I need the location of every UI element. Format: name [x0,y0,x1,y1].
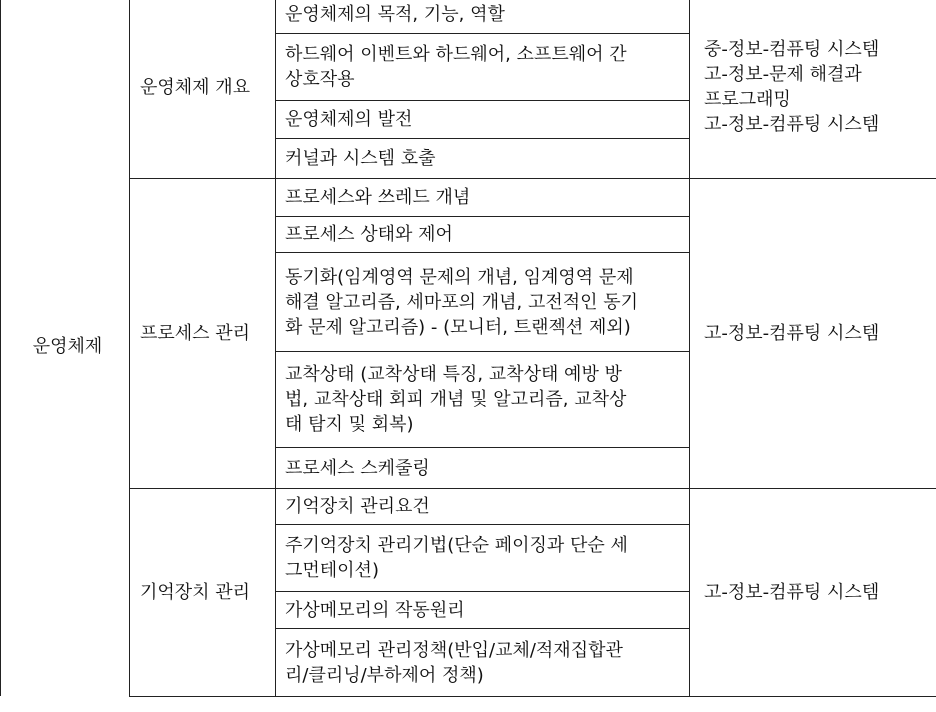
area-label: 운영체제 [32,336,103,357]
link-cell-memory [690,488,936,696]
link-line: 고-정보-문제 해결과 [704,64,862,86]
link-line: 프로그래밍 [704,89,791,111]
item-line: 화 문제 알고리즘) - (모니터, 트랜젝션 제외) [285,316,631,338]
link-line: 고-정보-컴퓨팅 시스템 [704,114,880,136]
item-line: 가상메모리 관리정책(반입/교체/적재집합관 [285,639,623,661]
table-row [1,0,936,33]
item-line: 상호작용 [285,69,355,90]
unit-cell-memory [130,488,276,696]
item-cell [276,628,690,696]
link-cell-process [690,178,936,488]
item-line: 태 탐지 및 회복) [285,414,414,435]
item-line: 프로세스 상태와 제어 [285,224,453,245]
link-line: 중-정보-컴퓨팅 시스템 [704,39,880,61]
link-cell-overview [690,0,936,178]
item-line: 해결 알고리즘, 세마포의 개념, 고전적인 동기 [285,291,639,313]
unit-cell-process [130,178,276,488]
area-cell [1,0,130,696]
item-line: 운영체제의 발전 [285,109,413,130]
item-cell [276,216,690,252]
item-line: 법, 교착상태 회피 개념 및 알고리즘, 교착상 [285,389,627,410]
item-cell [276,351,690,447]
item-cell [276,524,690,591]
item-cell [276,252,690,351]
unit-label: 기억장치 관리 [140,582,251,603]
item-cell [276,0,690,33]
item-line: 그먼테이션) [285,560,379,581]
item-cell [276,100,690,138]
item-line: 기억장치 관리요건 [285,496,430,517]
link-line: 고-정보-컴퓨팅 시스템 [704,582,880,603]
item-cell [276,33,690,100]
item-cell [276,488,690,524]
unit-cell-overview [130,0,276,178]
item-line: 프로세스 스케줄링 [285,457,430,479]
item-line: 교착상태 (교착상태 특징, 교착상태 예방 방 [285,364,622,385]
link-line: 고-정보-컴퓨팅 시스템 [704,323,880,344]
item-line: 하드웨어 이벤트와 하드웨어, 소프트웨어 간 [285,44,627,65]
unit-label: 프로세스 관리 [140,323,251,344]
item-line: 주기억장치 관리기법(단순 페이징과 단순 세 [285,535,628,556]
item-line: 가상메모리의 작동원리 [285,599,465,621]
table-row [1,178,936,216]
item-line: 리/클리닝/부하제어 정책) [285,664,484,686]
item-line: 운영체제의 목적, 기능, 역할 [285,4,505,26]
item-line: 커널과 시스템 호출 [285,148,436,169]
item-line: 프로세스와 쓰레드 개념 [285,187,471,208]
unit-label: 운영체제 개요 [140,76,251,98]
item-line: 동기화(임계영역 문제의 개념, 임계영역 문제 [285,266,634,288]
item-cell [276,178,690,216]
item-cell [276,447,690,488]
item-cell [276,591,690,628]
table-row [1,488,936,524]
item-cell [276,138,690,178]
